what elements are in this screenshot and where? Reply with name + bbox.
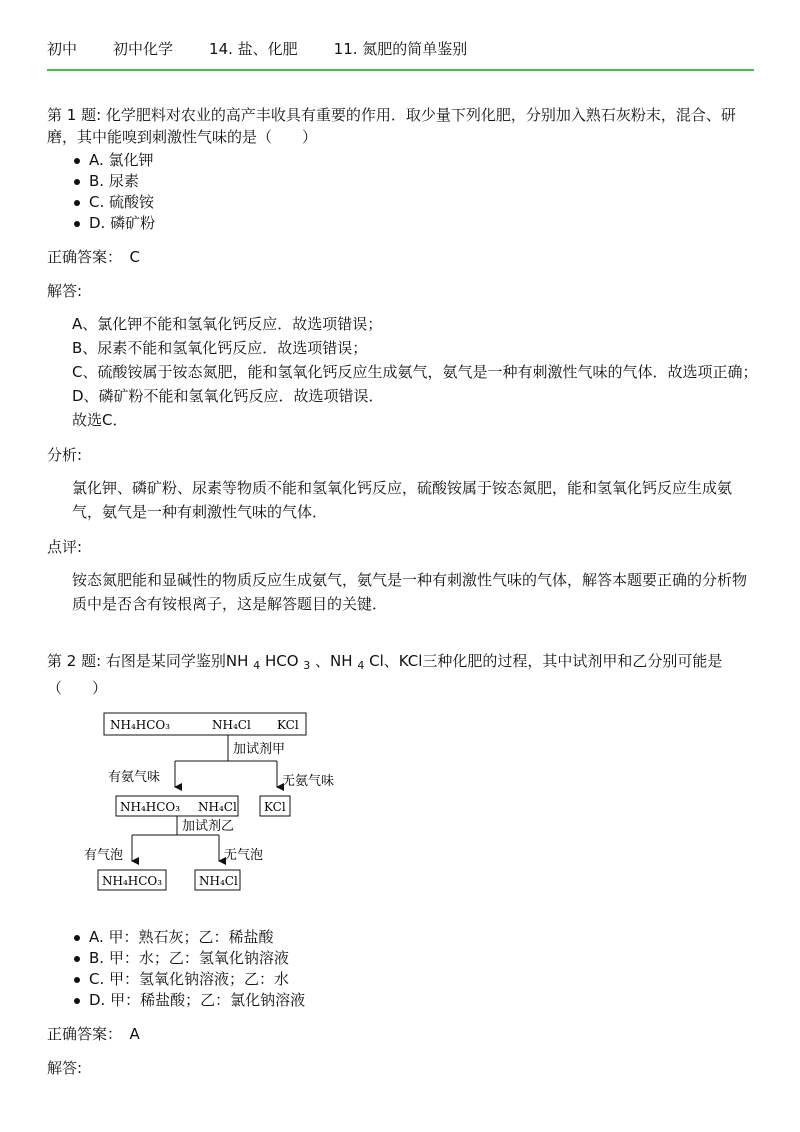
breadcrumb-level: 初中 bbox=[47, 40, 78, 58]
subscript: 3 bbox=[303, 659, 311, 672]
question-2-stem bbox=[47, 650, 759, 699]
solution-line: C、硫酸铵属于铵态氮肥，能和氢氧化钙反应生成氨气，氨气是一种有刺激性气味的气体．故选项正确； bbox=[72, 363, 758, 381]
stem-part: 第 2 题: 右图是某同学鉴别NH bbox=[47, 652, 254, 670]
breadcrumb-chapter: 14. 盐、化肥 bbox=[209, 40, 298, 58]
branch-label: 无气泡 bbox=[224, 848, 264, 863]
option-a: A. 甲：熟石灰；乙：稀盐酸 bbox=[89, 927, 759, 948]
solution-label: 解答: bbox=[47, 282, 83, 300]
option-d: D. 磷矿粉 bbox=[89, 213, 759, 234]
stem-part: HCO bbox=[260, 652, 304, 670]
solution-label: 解答: bbox=[47, 1059, 83, 1077]
option-c: C. 甲：氢氧化钠溶液；乙：水 bbox=[89, 969, 759, 990]
reagent-1-label: 加试剂甲 bbox=[233, 742, 286, 757]
solution-line: A、氯化钾不能和氢氧化钙反应．故选项错误； bbox=[72, 315, 383, 333]
option-b: B. 尿素 bbox=[89, 171, 759, 192]
subscript: 4 bbox=[357, 659, 365, 672]
breadcrumb-subject: 初中化学 bbox=[113, 40, 174, 58]
question-1-stem: 第 1 题: 化学肥料对农业的高产丰收具有重要的作用．取少量下列化肥，分别加入熟石灰粉末，混合、研磨，其中能嗅到刺激性气味的是（ ） bbox=[47, 106, 736, 146]
stem-part: 、NH bbox=[310, 652, 358, 670]
comment-paragraph: 铵态氮肥能和显碱性的物质反应生成氨气，氨气是一种有刺激性气味的气体，解答本题要正确的分析物质中是否含有铵根离子，这是解答题目的关键． bbox=[72, 571, 748, 613]
breadcrumb-section: 11. 氮肥的简单鉴别 bbox=[333, 40, 468, 58]
breadcrumb bbox=[47, 38, 503, 62]
comment-label: 点评: bbox=[47, 538, 83, 556]
header-divider bbox=[47, 69, 754, 71]
analysis-text bbox=[47, 476, 759, 524]
question-1-options bbox=[47, 150, 759, 234]
bottom-item: NH₄Cl bbox=[199, 874, 238, 888]
middle-right-item: KCl bbox=[264, 800, 286, 814]
bottom-item: NH₄HCO₃ bbox=[102, 874, 163, 888]
analysis-label: 分析: bbox=[47, 446, 83, 464]
branch-label: 有气泡 bbox=[84, 848, 124, 863]
option-c: C. 硫酸铵 bbox=[89, 192, 759, 213]
solution-text bbox=[47, 312, 759, 432]
top-item: KCl bbox=[277, 718, 299, 732]
option-d: D. 甲：稀盐酸；乙：氯化钠溶液 bbox=[89, 990, 759, 1011]
branch-label: 有氨气味 bbox=[108, 770, 161, 785]
top-item: NH₄Cl bbox=[212, 718, 251, 732]
reagent-2-label: 加试剂乙 bbox=[182, 819, 235, 834]
question-2-options bbox=[47, 927, 759, 1011]
middle-item: NH₄Cl bbox=[198, 800, 237, 814]
solution-line: D、磷矿粉不能和氢氧化钙反应．故选项错误． bbox=[72, 387, 384, 405]
middle-item: NH₄HCO₃ bbox=[120, 800, 181, 814]
solution-line: B、尿素不能和氢氧化钙反应．故选项错误； bbox=[72, 339, 368, 357]
analysis-paragraph: 氯化钾、磷矿粉、尿素等物质不能和氢氧化钙反应，硫酸铵属于铵态氮肥，能和氢氧化钙反应生成氨气，氨气是一种有刺激性气味的气体． bbox=[72, 479, 733, 521]
stem-part: Cl、KCl三种化肥的过程，其中试剂甲和乙分别可能是（ ） bbox=[47, 652, 723, 697]
document-body bbox=[47, 104, 759, 1079]
identification-flowchart bbox=[84, 711, 392, 911]
solution-line: 故选C． bbox=[72, 411, 128, 429]
option-b: B. 甲：水；乙：氢氧化钠溶液 bbox=[89, 948, 759, 969]
question-1-answer: 正确答案： C bbox=[47, 248, 140, 266]
top-item: NH₄HCO₃ bbox=[110, 718, 171, 732]
option-a: A. 氯化钾 bbox=[89, 150, 759, 171]
question-2-answer: 正确答案： A bbox=[47, 1025, 140, 1043]
subscript: 4 bbox=[253, 659, 261, 672]
comment-text bbox=[47, 568, 759, 616]
branch-label: 无氨气味 bbox=[282, 774, 335, 789]
